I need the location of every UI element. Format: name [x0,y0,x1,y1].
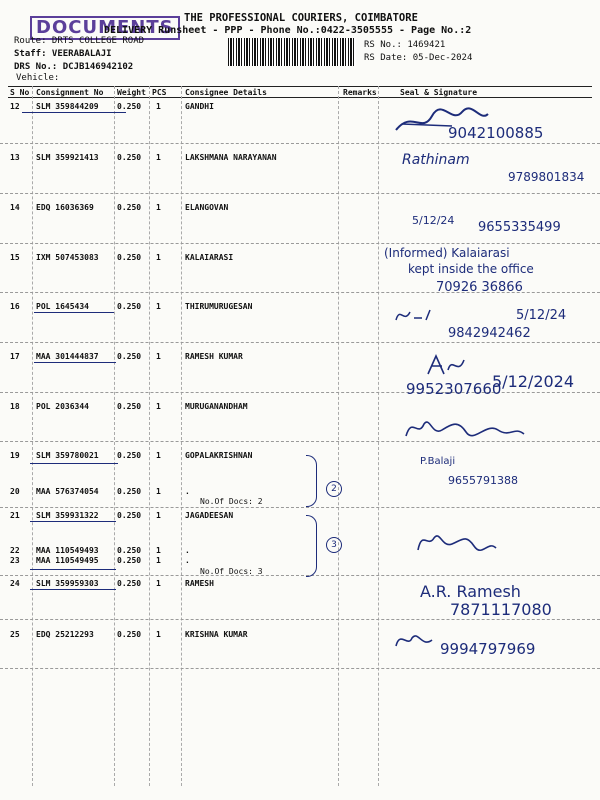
docs-count: No.Of Docs: 3 [200,567,263,576]
col-divider [181,86,182,786]
table-header-border [8,97,592,98]
row-weight: 0.250 [117,153,142,162]
col-divider [32,86,33,786]
col-sno: S No [10,88,30,97]
signature-row18 [402,414,528,442]
row-weight: 0.250 [117,253,142,262]
vehicle-label: Vehicle: [16,73,60,83]
pen-underline [30,521,116,522]
col-signature: Seal & Signature [400,88,478,97]
row-pcs: 1 [156,153,161,162]
row-consignment: EDQ 25212293 [36,630,94,639]
row-divider [0,342,600,343]
row-sno: 20 [10,487,20,496]
hw-name-row24: A.R. Ramesh [420,582,521,601]
row-pcs: 1 [156,546,161,555]
row-sno: 16 [10,302,20,311]
row-sno: 22 [10,546,20,555]
runsheet-title: DELIVERY Runsheet - PPP - Phone No.:0422-3505555 - Page No.:2 [104,25,472,36]
hw-phone-row12: 9042100885 [448,124,544,142]
row-sno: 14 [10,203,20,212]
row-divider [0,193,600,194]
signature-row21 [414,526,500,556]
row-consignment: POL 1645434 [36,302,89,311]
col-divider [149,86,150,786]
row-divider [0,668,600,669]
row-pcs: 1 [156,302,161,311]
row-pcs: 1 [156,253,161,262]
row-pcs: 1 [156,630,161,639]
row-consignment: EDQ 16036369 [36,203,94,212]
col-pcs: PCS [152,88,167,97]
company-title: THE PROFESSIONAL COURIERS, COIMBATORE [184,12,418,24]
row-weight: 0.250 [117,546,142,555]
hw-phone-row15: 70926 36866 [436,280,523,295]
hw-date-row14: 5/12/24 [412,214,455,227]
col-consignment: Consignment No [36,88,104,97]
rs-number: RS No.: 1469421 [364,40,446,50]
row-divider [0,392,600,393]
group-count-circle: 3 [326,537,342,553]
row-pcs: 1 [156,451,161,460]
pen-underline [34,362,116,363]
row-consignee: . [185,546,190,555]
row-weight: 0.250 [117,487,142,496]
row-consignment: SLM 359959303 [36,579,99,588]
row-divider [0,243,600,244]
row-weight: 0.250 [117,556,142,565]
row-consignee: ELANGOVAN [185,203,229,212]
row-weight: 0.250 [117,402,142,411]
row-consignment: SLM 359921413 [36,153,99,162]
row-consignment: MAA 576374054 [36,487,99,496]
row-consignee: . [185,556,190,565]
row-divider [0,507,600,508]
row-pcs: 1 [156,556,161,565]
pen-underline [22,112,126,113]
row-weight: 0.250 [117,102,142,111]
row-consignment: SLM 359844209 [36,102,99,111]
row-sno: 17 [10,352,20,361]
row-consignment: MAA 301444837 [36,352,99,361]
row-sno: 13 [10,153,20,162]
hw-phone-row17: 9952307660 [406,380,502,398]
hw-signature-row19: P.Balaji [420,456,456,467]
row-sno: 25 [10,630,20,639]
documents-stamp: DOCUMENTS [30,16,180,40]
row-sno: 21 [10,511,20,520]
drs-number: DRS No.: DCJB146942102 [14,62,134,72]
row-pcs: 1 [156,102,161,111]
staff-label: Staff: VEERABALAJI [14,49,112,59]
row-consignee: JAGADEESAN [185,511,234,520]
hw-date-row16: 5/12/24 [516,308,567,323]
barcode [228,38,356,66]
row-consignee: KALAIARASI [185,253,234,262]
hw-note-row15: (Informed) Kalaiarasi [384,246,510,260]
row-consignee: KRISHNA KUMAR [185,630,248,639]
col-weight: Weight [117,88,146,97]
pen-underline [30,589,116,590]
hw-phone-row14: 9655335499 [478,220,561,235]
hw-signature-row13: Rathinam [402,152,470,168]
row-sno: 15 [10,253,20,262]
row-weight: 0.250 [117,352,142,361]
row-pcs: 1 [156,352,161,361]
col-divider [378,86,379,786]
row-consignment: SLM 359780021 [36,451,99,460]
row-sno: 12 [10,102,20,111]
rs-date: RS Date: 05-Dec-2024 [364,53,473,63]
hw-phone-row24: 7871117080 [450,600,552,619]
signature-row25 [392,628,436,652]
row-pcs: 1 [156,203,161,212]
docs-count: No.Of Docs: 2 [200,497,263,506]
row-consignment: SLM 359931322 [36,511,99,520]
row-weight: 0.250 [117,302,142,311]
row-pcs: 1 [156,402,161,411]
hw-phone-row16: 9842942462 [448,326,531,341]
row-pcs: 1 [156,511,161,520]
row-sno: 23 [10,556,20,565]
row-pcs: 1 [156,579,161,588]
pen-underline [30,569,116,570]
group-brace [306,455,317,507]
row-consignment: POL 2036344 [36,402,89,411]
row-consignment: IXM 507453083 [36,253,99,262]
row-weight: 0.250 [117,203,142,212]
row-consignee: GOPALAKRISHNAN [185,451,253,460]
col-remarks: Remarks [343,88,377,97]
row-sno: 19 [10,451,20,460]
row-weight: 0.250 [117,630,142,639]
row-consignment: MAA 110549493 [36,546,99,555]
hw-date-row17: 5/12/2024 [492,372,575,391]
table-top-border [8,86,592,87]
row-consignment: MAA 110549495 [36,556,99,565]
col-consignee: Consignee Details [185,88,267,97]
row-consignee: RAMESH [185,579,214,588]
hw-phone-row25: 9994797969 [440,640,536,658]
pen-underline [30,463,118,464]
row-weight: 0.250 [117,451,142,460]
col-divider [114,86,115,786]
hw-note-row15-b: kept inside the office [408,262,534,276]
row-weight: 0.250 [117,579,142,588]
row-divider [0,619,600,620]
row-consignee: GANDHI [185,102,214,111]
row-pcs: 1 [156,487,161,496]
row-consignee: THIRUMURUGESAN [185,302,253,311]
row-sno: 18 [10,402,20,411]
row-weight: 0.250 [117,511,142,520]
row-consignee: LAKSHMANA NARAYANAN [185,153,277,162]
row-consignee: . [185,487,190,496]
row-sno: 24 [10,579,20,588]
row-divider [0,575,600,576]
pen-underline [34,312,114,313]
group-brace [306,515,317,577]
signature-row17 [424,352,468,378]
row-consignee: RAMESH KUMAR [185,352,243,361]
route-label: Route: DRTS COLLEGE ROAD [14,36,145,46]
group-count-circle: 2 [326,481,342,497]
col-divider [338,86,339,786]
row-consignee: MURUGANANDHAM [185,402,248,411]
row-divider [0,143,600,144]
signature-row16 [392,304,442,326]
hw-phone-row19: 9655791388 [448,474,518,487]
hw-phone-row13: 9789801834 [508,170,585,184]
